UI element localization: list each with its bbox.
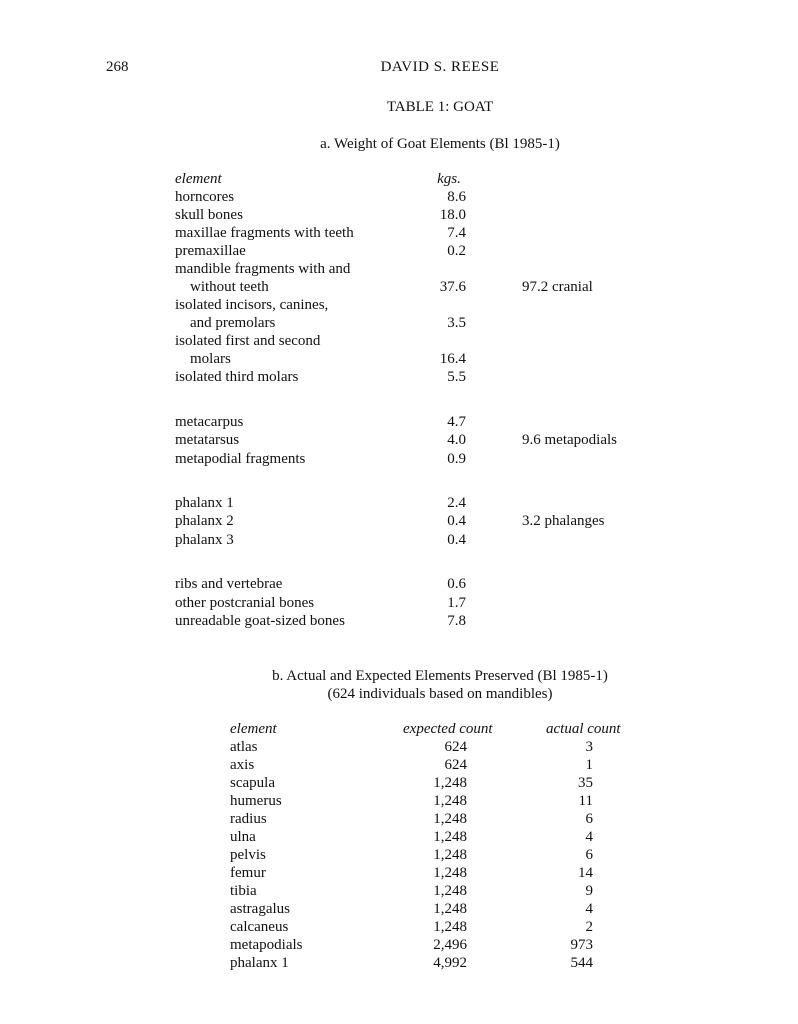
kgs-cell: 0.4 <box>447 513 466 529</box>
table-row <box>0 414 798 432</box>
expected-cell: 624 <box>444 757 467 773</box>
kgs-cell: 18.0 <box>439 207 466 223</box>
element-cell: tibia <box>230 883 257 899</box>
element-cell: atlas <box>230 739 258 755</box>
element-cell: femur <box>230 865 266 881</box>
element-cell: premaxillae <box>175 243 246 259</box>
table-row <box>0 315 798 333</box>
table-row <box>0 595 798 613</box>
table-row <box>0 793 798 811</box>
expected-cell: 2,496 <box>433 937 467 953</box>
kgs-cell: 4.7 <box>447 414 466 430</box>
actual-cell: 1 <box>585 757 593 773</box>
expected-cell: 4,992 <box>433 955 467 971</box>
table-row <box>0 333 798 351</box>
kgs-cell: 7.4 <box>447 225 466 241</box>
element-cell: phalanx 3 <box>175 532 234 548</box>
kgs-cell: 0.2 <box>447 243 466 259</box>
actual-cell: 6 <box>585 811 593 827</box>
expected-cell: 1,248 <box>433 775 467 791</box>
element-cell: isolated first and second <box>175 333 321 349</box>
element-cell: other postcranial bones <box>175 595 315 611</box>
actual-cell: 14 <box>578 865 593 881</box>
actual-cell: 6 <box>585 847 593 863</box>
element-cell: ribs and vertebrae <box>175 576 283 592</box>
expected-cell: 624 <box>444 739 467 755</box>
element-cell: ulna <box>230 829 256 845</box>
table-row <box>0 955 798 973</box>
element-cell: molars <box>190 351 231 367</box>
element-cell: without teeth <box>190 279 269 295</box>
table-row <box>0 883 798 901</box>
table-row <box>0 919 798 937</box>
table-title: TABLE 1: GOAT <box>386 99 494 115</box>
element-cell: phalanx 1 <box>175 495 234 511</box>
page-number: 268 <box>106 59 129 75</box>
kgs-cell: 4.0 <box>447 432 466 448</box>
kgs-cell: 8.6 <box>447 189 466 205</box>
expected-cell: 1,248 <box>433 793 467 809</box>
section-b-subcaption: (624 individuals based on mandibles) <box>327 686 553 702</box>
expected-cell: 1,248 <box>433 829 467 845</box>
expected-cell: 1,248 <box>433 811 467 827</box>
kgs-cell: 7.8 <box>447 613 466 629</box>
element-cell: metacarpus <box>175 414 244 430</box>
table-row <box>0 739 798 757</box>
kgs-cell: 2.4 <box>447 495 466 511</box>
table-row <box>0 811 798 829</box>
element-cell: pelvis <box>230 847 266 863</box>
element-cell: mandible fragments with and <box>175 261 351 277</box>
table-row <box>0 279 798 297</box>
kgs-cell: 37.6 <box>439 279 466 295</box>
table-row <box>0 532 798 550</box>
expected-cell: 1,248 <box>433 919 467 935</box>
col-expected-heading: expected count <box>403 721 493 737</box>
table-row <box>0 451 798 469</box>
kgs-cell: 16.4 <box>439 351 466 367</box>
table-row <box>0 261 798 279</box>
element-cell: metapodials <box>230 937 303 953</box>
actual-cell: 2 <box>585 919 593 935</box>
table-row <box>0 189 798 207</box>
table-row <box>0 369 798 387</box>
col-element-heading: element <box>230 721 277 737</box>
actual-cell: 973 <box>570 937 593 953</box>
element-cell: scapula <box>230 775 275 791</box>
table-row <box>0 865 798 883</box>
table-row <box>0 847 798 865</box>
actual-cell: 4 <box>585 829 593 845</box>
section-a-caption: a. Weight of Goat Elements (Bl 1985-1) <box>320 136 560 152</box>
element-cell: horncores <box>175 189 235 205</box>
table-row <box>0 513 798 531</box>
table-row <box>0 207 798 225</box>
actual-cell: 11 <box>578 793 593 809</box>
expected-cell: 1,248 <box>433 901 467 917</box>
element-cell: phalanx 1 <box>230 955 289 971</box>
element-cell: metapodial fragments <box>175 451 306 467</box>
section-b-header-row <box>0 721 798 739</box>
kgs-cell: 1.7 <box>447 595 466 611</box>
table-row <box>0 576 798 594</box>
table-row <box>0 901 798 919</box>
expected-cell: 1,248 <box>433 847 467 863</box>
actual-cell: 35 <box>578 775 593 791</box>
summary-cell: 3.2 phalanges <box>522 513 605 529</box>
element-cell: axis <box>230 757 255 773</box>
element-cell: isolated third molars <box>175 369 299 385</box>
section-a-header-row <box>0 171 798 189</box>
table-row <box>0 432 798 450</box>
expected-cell: 1,248 <box>433 883 467 899</box>
actual-cell: 3 <box>585 739 593 755</box>
element-cell: unreadable goat-sized bones <box>175 613 345 629</box>
element-cell: radius <box>230 811 267 827</box>
expected-cell: 1,248 <box>433 865 467 881</box>
table-row <box>0 829 798 847</box>
actual-cell: 544 <box>570 955 593 971</box>
element-cell: skull bones <box>175 207 243 223</box>
table-row <box>0 297 798 315</box>
summary-cell: 97.2 cranial <box>522 279 593 295</box>
section-b-caption: b. Actual and Expected Elements Preserved (Bl 1985-1) <box>272 668 608 684</box>
element-cell: calcaneus <box>230 919 289 935</box>
element-cell: and premolars <box>190 315 276 331</box>
actual-cell: 9 <box>585 883 593 899</box>
element-cell: metatarsus <box>175 432 240 448</box>
kgs-cell: 3.5 <box>447 315 466 331</box>
kgs-cell: 5.5 <box>447 369 466 385</box>
table-row <box>0 775 798 793</box>
table-row <box>0 613 798 631</box>
element-cell: isolated incisors, canines, <box>175 297 329 313</box>
table-row <box>0 351 798 369</box>
col-kgs-heading: kgs. <box>437 171 461 187</box>
table-row <box>0 495 798 513</box>
element-cell: phalanx 2 <box>175 513 234 529</box>
summary-cell: 9.6 metapodials <box>522 432 617 448</box>
element-cell: maxillae fragments with teeth <box>175 225 354 241</box>
table-row <box>0 243 798 261</box>
kgs-cell: 0.9 <box>447 451 466 467</box>
actual-cell: 4 <box>585 901 593 917</box>
col-actual-heading: actual count <box>546 721 621 737</box>
kgs-cell: 0.6 <box>447 576 466 592</box>
kgs-cell: 0.4 <box>447 532 466 548</box>
running-head-author: DAVID S. REESE <box>380 59 500 75</box>
element-cell: humerus <box>230 793 282 809</box>
col-element-heading: element <box>175 171 222 187</box>
element-cell: astragalus <box>230 901 290 917</box>
table-row <box>0 225 798 243</box>
table-row <box>0 937 798 955</box>
table-row <box>0 757 798 775</box>
